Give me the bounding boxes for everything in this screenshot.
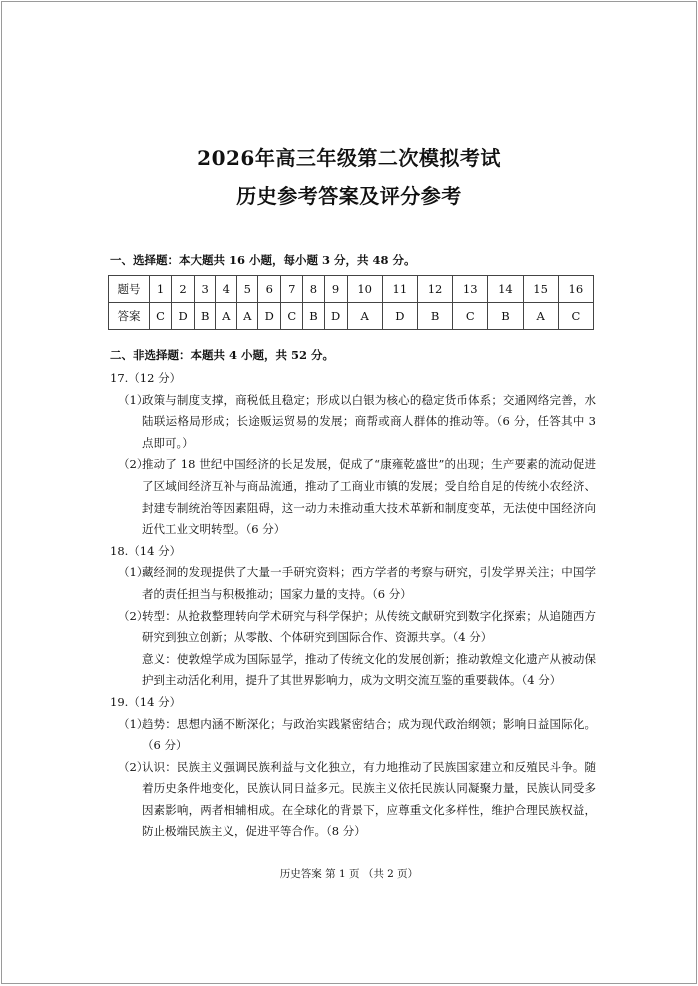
table-cell: 2 — [172, 276, 195, 303]
section-heading-nonchoice: 二、非选择题：本题共 4 小题，共 52 分。 — [110, 348, 335, 362]
page-footer: 历史答案 第 1 页 （共 2 页） — [279, 868, 419, 880]
answer-text: 认识：民族主义强调民族利益与文化独立，有力地推动了民族国家建立和反殖民斗争。随着历史条件地变化，民族认同日益多元。民族主义依托民族认同凝聚力量，民族认同受多因素影响，两者相辅相成。在全球化的背景下，应尊重文化多样性，维护合理民族权益，防止极端民族主义，促进平等合作。（8 分） — [142, 759, 596, 839]
table-cell: D — [172, 303, 195, 330]
table-cell: 12 — [417, 276, 452, 303]
answer-sheet-page — [1, 1, 697, 984]
table-cell: 4 — [216, 276, 237, 303]
table-cell: C — [453, 303, 488, 330]
table-cell: A — [523, 303, 558, 330]
table-cell: D — [258, 303, 281, 330]
question-18-heading: 18.（14 分） — [110, 543, 182, 558]
question-17-heading: 17.（12 分） — [110, 371, 182, 385]
table-header-cell: 答案 — [109, 303, 150, 330]
table-cell: 15 — [523, 276, 558, 303]
answer-text: 政策与制度支撑，商税低且稳定；形成以白银为核心的稳定货币体系；交通网络完善，水陆联运格局形成；长途贩运贸易的发展；商帮或商人群体的推动等。（6 分，任答其中 3 点即可。） — [142, 392, 596, 450]
table-cell: 7 — [281, 276, 303, 303]
table-cell: D — [324, 303, 347, 330]
table-cell: 11 — [382, 276, 417, 303]
page-title: 2026年高三年级第二次模拟考试 — [197, 146, 501, 170]
section-heading-choice: 一、选择题：本大题共 16 小题，每小题 3 分，共 48 分。 — [110, 253, 416, 267]
table-row-answers — [109, 303, 594, 330]
table-cell: B — [303, 303, 324, 330]
table-cell: A — [216, 303, 237, 330]
table-row-numbers — [109, 276, 594, 303]
question-18-part-1 — [110, 562, 596, 605]
page-subtitle: 历史参考答案及评分参考 — [236, 184, 462, 208]
table-header-cell: 题号 — [109, 276, 150, 303]
table-cell: C — [558, 303, 593, 330]
table-cell: A — [347, 303, 382, 330]
question-17-part-1 — [110, 390, 596, 455]
table-cell: B — [488, 303, 523, 330]
table-cell: C — [150, 303, 172, 330]
part-number: （1） — [118, 392, 149, 407]
table-cell: 6 — [258, 276, 281, 303]
table-cell: 16 — [558, 276, 593, 303]
table-cell: C — [281, 303, 303, 330]
part-number: （2） — [118, 608, 149, 623]
answers-body — [110, 368, 596, 843]
answer-table — [108, 275, 594, 330]
part-number: （2） — [118, 457, 149, 472]
question-19-part-1 — [110, 714, 596, 757]
question-19-part-2 — [110, 757, 596, 843]
table-cell: 9 — [324, 276, 347, 303]
part-number: （1） — [118, 565, 149, 580]
answer-text: 意义：使敦煌学成为国际显学，推动了传统文化的发展创新；推动敦煌文化遗产从被动保护到主动活化利用，提升了其世界影响力，成为文明交流互鉴的重要载体。（4 分） — [142, 651, 596, 688]
table-cell: D — [382, 303, 417, 330]
table-cell: 5 — [237, 276, 258, 303]
table-cell: 8 — [303, 276, 324, 303]
part-number: （2） — [118, 759, 149, 774]
answer-text: 转型：从抢救整理转向学术研究与科学保护；从传统文献研究到数字化探索；从追随西方研究到独立创新；从零散、个体研究到国际合作、资源共享。（4 分） — [142, 608, 596, 645]
part-number: （1） — [118, 716, 149, 731]
table-cell: 3 — [195, 276, 216, 303]
table-cell: B — [195, 303, 216, 330]
table-cell: 14 — [488, 276, 523, 303]
table-cell: B — [417, 303, 452, 330]
table-cell: 13 — [453, 276, 488, 303]
answer-text: 推动了 18 世纪中国经济的长足发展，促成了“康雍乾盛世”的出现；生产要素的流动促进了区域间经济互补与商品流通，推动了工商业市镇的发展；受自给自足的传统小农经济、封建专制统治等因素阻碍，这一动力未推动重大技术革新和制度变革，无法使中国经济向近代工业文明转型。（6 分） — [142, 457, 596, 537]
table-cell: 1 — [150, 276, 172, 303]
answer-text: 藏经洞的发现提供了大量一手研究资料；西方学者的考察与研究，引发学界关注；中国学者的责任担当与积极推动；国家力量的支持。（6 分） — [142, 565, 596, 601]
answer-text: 趋势：思想内涵不断深化；与政治实践紧密结合；成为现代政治纲领；影响日益国际化。（6 分） — [142, 716, 596, 753]
question-17-part-2 — [110, 454, 596, 540]
table-cell: A — [237, 303, 258, 330]
question-19-heading: 19.（14 分） — [110, 694, 182, 709]
question-18-part-2 — [110, 606, 596, 692]
table-cell: 10 — [347, 276, 382, 303]
